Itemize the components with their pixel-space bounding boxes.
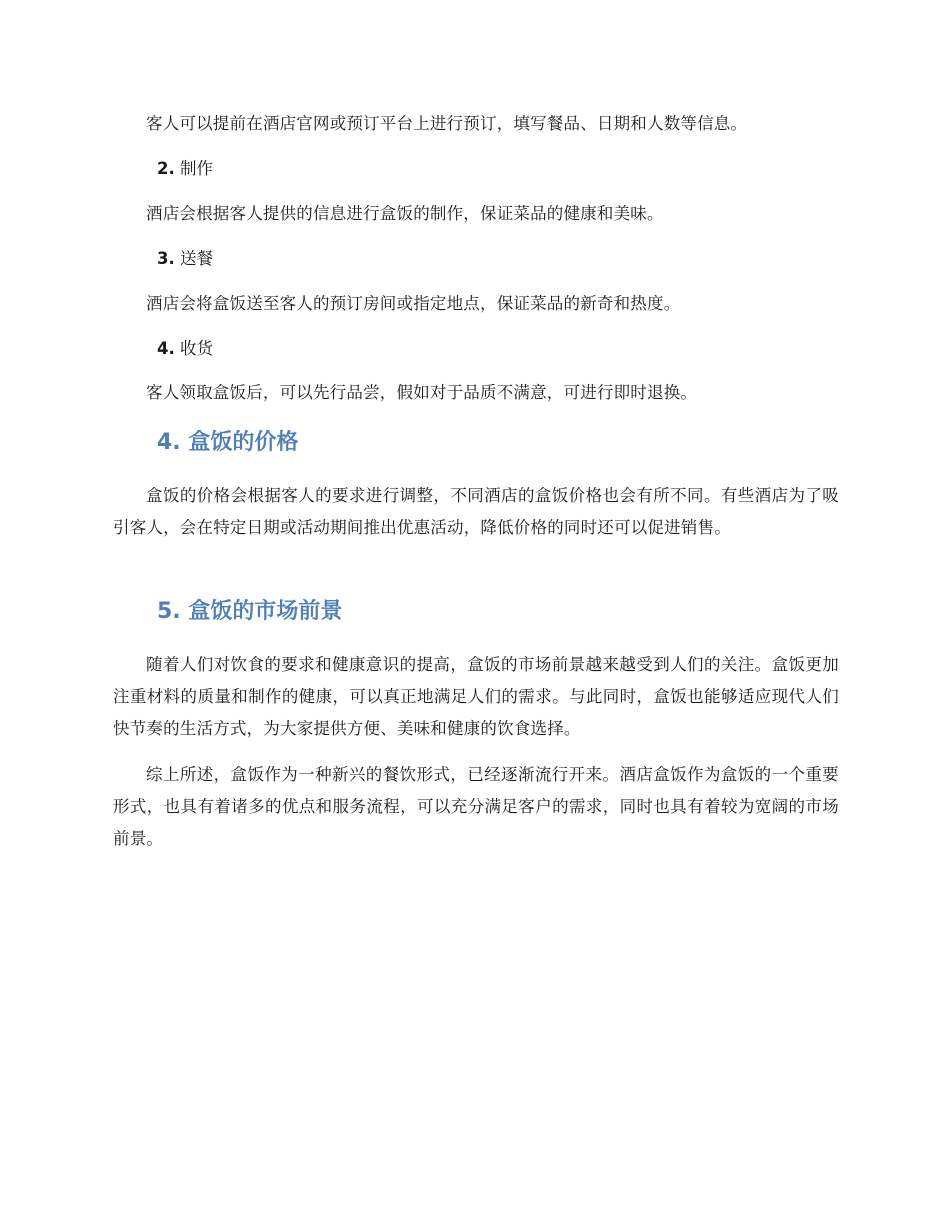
step-2-number: 2.: [157, 159, 175, 178]
section-heading-market: 5. 盒饭的市场前景: [157, 599, 343, 624]
step-2-label: 制作: [180, 159, 213, 178]
step-1-description: 客人可以提前在酒店官网或预订平台上进行预订，填写餐品、日期和人数等信息。: [146, 114, 748, 133]
market-paragraph: 随着人们对饮食的要求和健康意识的提高，盒饭的市场前景越来越受到人们的关注。盒饭更加注重材料的质量和制作的健康，可以真正地满足人们的需求。与此同时，盒饭也能够适应现代人们快节奏的生活方式，为大家提供方便、美味和健康的饮食选择。: [113, 655, 839, 738]
section-heading-price: 4. 盒饭的价格: [157, 430, 299, 455]
step-3-number: 3.: [157, 249, 175, 268]
conclusion-paragraph: 综上所述，盒饭作为一种新兴的餐饮形式，已经逐渐流行开来。酒店盒饭作为盒饭的一个重要形式，也具有着诸多的优点和服务流程，可以充分满足客户的需求，同时也具有着较为宽阔的市场前景。: [113, 765, 839, 848]
step-4-label: 收货: [180, 339, 213, 358]
step-3-title: [113, 243, 213, 275]
step-4-description: 客人领取盒饭后，可以先行品尝，假如对于品质不满意，可进行即时退换。: [146, 383, 698, 402]
step-3-description: 酒店会将盒饭送至客人的预订房间或指定地点，保证菜品的新奇和热度。: [146, 294, 681, 313]
price-paragraph: 盒饭的价格会根据客人的要求进行调整，不同酒店的盒饭价格也会有所不同。有些酒店为了吸引客人，会在特定日期或活动期间推出优惠活动，降低价格的同时还可以促进销售。: [113, 486, 839, 537]
step-4-title: [113, 333, 213, 365]
step-2-title: [113, 153, 213, 185]
step-2-description: 酒店会根据客人提供的信息进行盒饭的制作，保证菜品的健康和美味。: [146, 204, 664, 223]
step-3-label: 送餐: [180, 249, 213, 268]
step-4-number: 4.: [157, 339, 175, 358]
